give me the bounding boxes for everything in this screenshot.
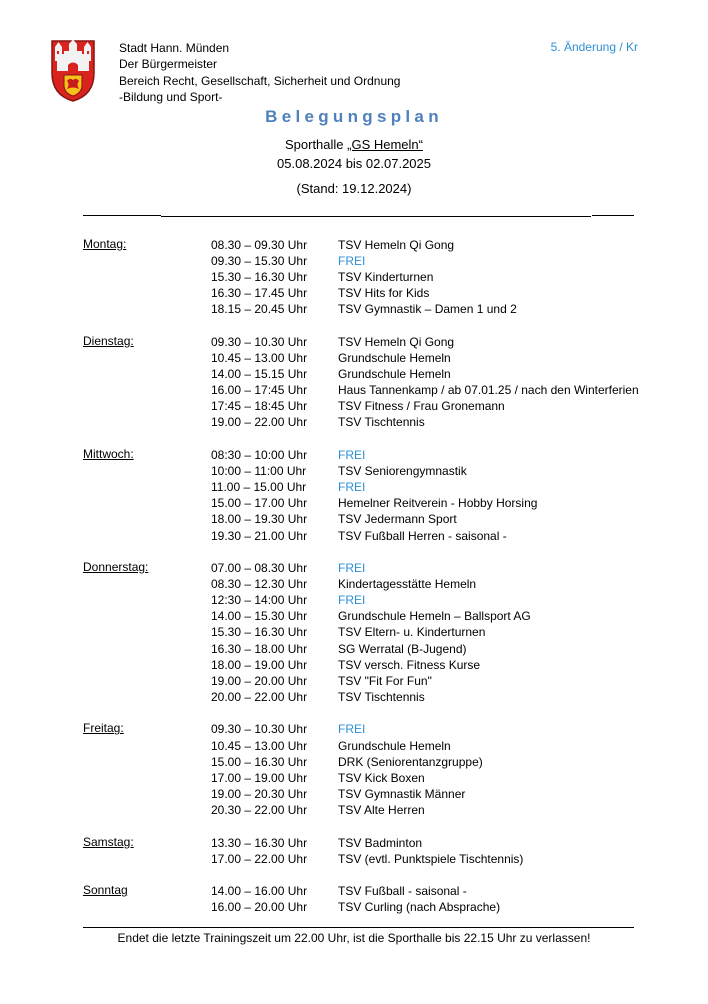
activity-label: TSV Fußball Herren - saisonal - — [338, 528, 507, 543]
time-slot: 14.00 – 16.00 Uhr — [211, 884, 308, 899]
activity-label: TSV (evtl. Punktspiele Tischtennis) — [338, 851, 524, 866]
schedule-row — [83, 641, 683, 657]
schedule-row — [83, 301, 683, 317]
time-slot: 18.15 – 20.45 Uhr — [211, 302, 308, 317]
time-slot: 16.00 – 17:45 Uhr — [211, 383, 308, 398]
footer-note: Endet die letzte Trainingszeit um 22.00 Uhr, ist die Sporthalle bis 22.15 Uhr zu verlassen! — [117, 931, 591, 945]
activity-label: TSV Jedermann Sport — [338, 512, 457, 527]
time-slot: 18.00 – 19.30 Uhr — [211, 512, 308, 527]
divider-right — [592, 215, 634, 216]
divider-middle — [161, 216, 591, 217]
schedule-row — [83, 511, 683, 527]
activity-label: Kindertagesstätte Hemeln — [338, 577, 477, 592]
letterhead-city: Stadt Hann. Münden — [119, 41, 230, 55]
day-block — [83, 883, 683, 915]
free-slot-label: FREI — [338, 593, 366, 608]
free-slot-label: FREI — [338, 254, 366, 269]
schedule-row — [83, 786, 683, 802]
activity-label: TSV Fußball - saisonal - — [338, 884, 467, 899]
time-slot: 15.30 – 16.30 Uhr — [211, 625, 308, 640]
day-block — [83, 721, 683, 818]
schedule-row — [83, 447, 683, 463]
time-slot: 18.00 – 19.00 Uhr — [211, 657, 308, 672]
free-slot-label: FREI — [338, 561, 366, 576]
day-label: Sonntag — [83, 883, 128, 898]
document-title: Belegungsplan — [265, 107, 443, 126]
time-slot: 13.30 – 16.30 Uhr — [211, 835, 308, 850]
schedule-row — [83, 835, 683, 851]
activity-label: Hemelner Reitverein - Hobby Horsing — [338, 496, 538, 511]
activity-label: TSV Gymnastik Männer — [338, 786, 466, 801]
schedule-row — [83, 350, 683, 366]
day-block — [83, 560, 683, 705]
day-label: Mittwoch: — [83, 447, 134, 462]
schedule-row — [83, 673, 683, 689]
time-slot: 20.00 – 22.00 Uhr — [211, 689, 308, 704]
activity-label: TSV Alte Herren — [338, 802, 425, 817]
schedule-row — [83, 334, 683, 350]
time-slot: 19.30 – 21.00 Uhr — [211, 528, 308, 543]
activity-label: Grundschule Hemeln — [338, 738, 451, 753]
schedule-row — [83, 414, 683, 430]
activity-label: TSV Hemeln Qi Gong — [338, 334, 455, 349]
time-slot: 08.30 – 12.30 Uhr — [211, 577, 308, 592]
activity-label: Grundschule Hemeln – Ballsport AG — [338, 609, 531, 624]
hall-title: „GS Hemeln“ — [347, 137, 423, 152]
day-block — [83, 334, 683, 431]
day-block — [83, 447, 683, 544]
letterhead-office: Der Bürgermeister — [119, 57, 218, 72]
activity-label: TSV Kick Boxen — [338, 770, 425, 785]
schedule-row — [83, 738, 683, 754]
schedule-row — [83, 463, 683, 479]
activity-label: TSV versch. Fitness Kurse — [338, 657, 481, 672]
schedule-row — [83, 592, 683, 608]
schedule-table — [83, 237, 683, 932]
day-label: Donnerstag: — [83, 560, 149, 575]
hall-prefix: Sporthalle — [284, 137, 348, 152]
time-slot: 14.00 – 15.15 Uhr — [211, 367, 308, 382]
activity-label: TSV Curling (nach Absprache) — [338, 900, 501, 915]
day-label: Samstag: — [83, 834, 134, 849]
schedule-row — [83, 883, 683, 899]
footer-divider — [83, 927, 634, 928]
activity-label: TSV Hemeln Qi Gong — [338, 238, 455, 252]
day-block — [83, 835, 683, 867]
schedule-row — [83, 899, 683, 915]
schedule-row — [83, 269, 683, 285]
schedule-row — [83, 253, 683, 269]
schedule-row — [83, 657, 683, 673]
activity-label: TSV "Fit For Fun" — [338, 673, 432, 688]
schedule-row — [83, 721, 683, 737]
schedule-row — [83, 398, 683, 414]
free-slot-label: FREI — [338, 722, 366, 737]
letterhead-department: Bereich Recht, Gesellschaft, Sicherheit und Ordnung — [119, 73, 401, 88]
letterhead — [119, 40, 400, 106]
schedule-row — [83, 285, 683, 301]
validity-period: 05.08.2024 bis 02.07.2025 — [277, 156, 431, 171]
activity-label: TSV Fitness / Frau Gronemann — [338, 399, 505, 414]
letterhead-division: -Bildung und Sport- — [119, 90, 223, 105]
time-slot: 09.30 – 10.30 Uhr — [211, 722, 308, 737]
activity-label: TSV Gymnastik – Damen 1 und 2 — [338, 302, 517, 317]
time-slot: 08:30 – 10:00 Uhr — [211, 448, 308, 463]
activity-label: Haus Tannenkamp / ab 07.01.25 / nach den Winterferien — [338, 383, 639, 398]
time-slot: 09.30 – 10.30 Uhr — [211, 334, 308, 349]
time-slot: 17:45 – 18:45 Uhr — [211, 399, 308, 414]
day-block — [83, 237, 683, 317]
schedule-row — [83, 802, 683, 818]
activity-label: Grundschule Hemeln — [338, 351, 451, 366]
hall-name — [0, 137, 708, 152]
divider-left — [83, 215, 161, 216]
schedule-row — [83, 382, 683, 398]
schedule-row — [83, 608, 683, 624]
change-note: 5. Änderung / Kr — [550, 40, 638, 54]
time-slot: 20.30 – 22.00 Uhr — [211, 802, 308, 817]
time-slot: 16.30 – 17.45 Uhr — [211, 286, 308, 301]
schedule-row — [83, 851, 683, 867]
schedule-row — [83, 576, 683, 592]
schedule-row — [83, 770, 683, 786]
activity-label: SG Werratal (B-Jugend) — [338, 641, 467, 656]
time-slot: 19.00 – 20.00 Uhr — [211, 673, 308, 688]
activity-label: Grundschule Hemeln — [338, 367, 451, 382]
activity-label: TSV Hits for Kids — [338, 286, 430, 301]
time-slot: 19.00 – 20.30 Uhr — [211, 786, 308, 801]
activity-label: TSV Tischtennis — [338, 689, 425, 704]
schedule-row — [83, 689, 683, 705]
time-slot: 15.00 – 16.30 Uhr — [211, 754, 308, 769]
activity-label: TSV Badminton — [338, 835, 423, 850]
time-slot: 09.30 – 15.30 Uhr — [211, 254, 308, 269]
time-slot: 17.00 – 22.00 Uhr — [211, 851, 308, 866]
activity-label: TSV Tischtennis — [338, 415, 425, 430]
activity-label: DRK (Seniorentanzgruppe) — [338, 754, 483, 769]
schedule-row — [83, 366, 683, 382]
time-slot: 19.00 – 22.00 Uhr — [211, 415, 308, 430]
free-slot-label: FREI — [338, 480, 366, 495]
time-slot: 10.45 – 13.00 Uhr — [211, 351, 308, 366]
time-slot: 10.45 – 13.00 Uhr — [211, 738, 308, 753]
time-slot: 15.30 – 16.30 Uhr — [211, 270, 308, 285]
time-slot: 07.00 – 08.30 Uhr — [211, 561, 308, 576]
time-slot: 15.00 – 17.00 Uhr — [211, 496, 308, 511]
time-slot: 10:00 – 11:00 Uhr — [211, 464, 307, 479]
schedule-row — [83, 560, 683, 576]
schedule-row — [83, 237, 683, 253]
time-slot: 17.00 – 19.00 Uhr — [211, 770, 308, 785]
schedule-row — [83, 495, 683, 511]
activity-label: TSV Eltern- u. Kinderturnen — [338, 625, 486, 640]
schedule-row — [83, 624, 683, 640]
day-label: Freitag: — [83, 721, 124, 736]
city-coat-of-arms-icon — [50, 39, 96, 103]
day-label: Montag: — [83, 237, 127, 251]
free-slot-label: FREI — [338, 448, 366, 463]
day-label: Dienstag: — [83, 333, 134, 348]
activity-label: TSV Seniorengymnastik — [338, 464, 467, 479]
schedule-row — [83, 479, 683, 495]
time-slot: 16.00 – 20.00 Uhr — [211, 900, 308, 915]
schedule-row — [83, 754, 683, 770]
time-slot: 11.00 – 15.00 Uhr — [211, 480, 307, 495]
status-date: (Stand: 19.12.2024) — [296, 181, 412, 196]
activity-label: TSV Kinderturnen — [338, 270, 434, 285]
time-slot: 14.00 – 15.30 Uhr — [211, 609, 308, 624]
time-slot: 16.30 – 18.00 Uhr — [211, 641, 308, 656]
schedule-row — [83, 528, 683, 544]
time-slot: 08.30 – 09.30 Uhr — [211, 238, 308, 252]
time-slot: 12:30 – 14:00 Uhr — [211, 593, 308, 608]
